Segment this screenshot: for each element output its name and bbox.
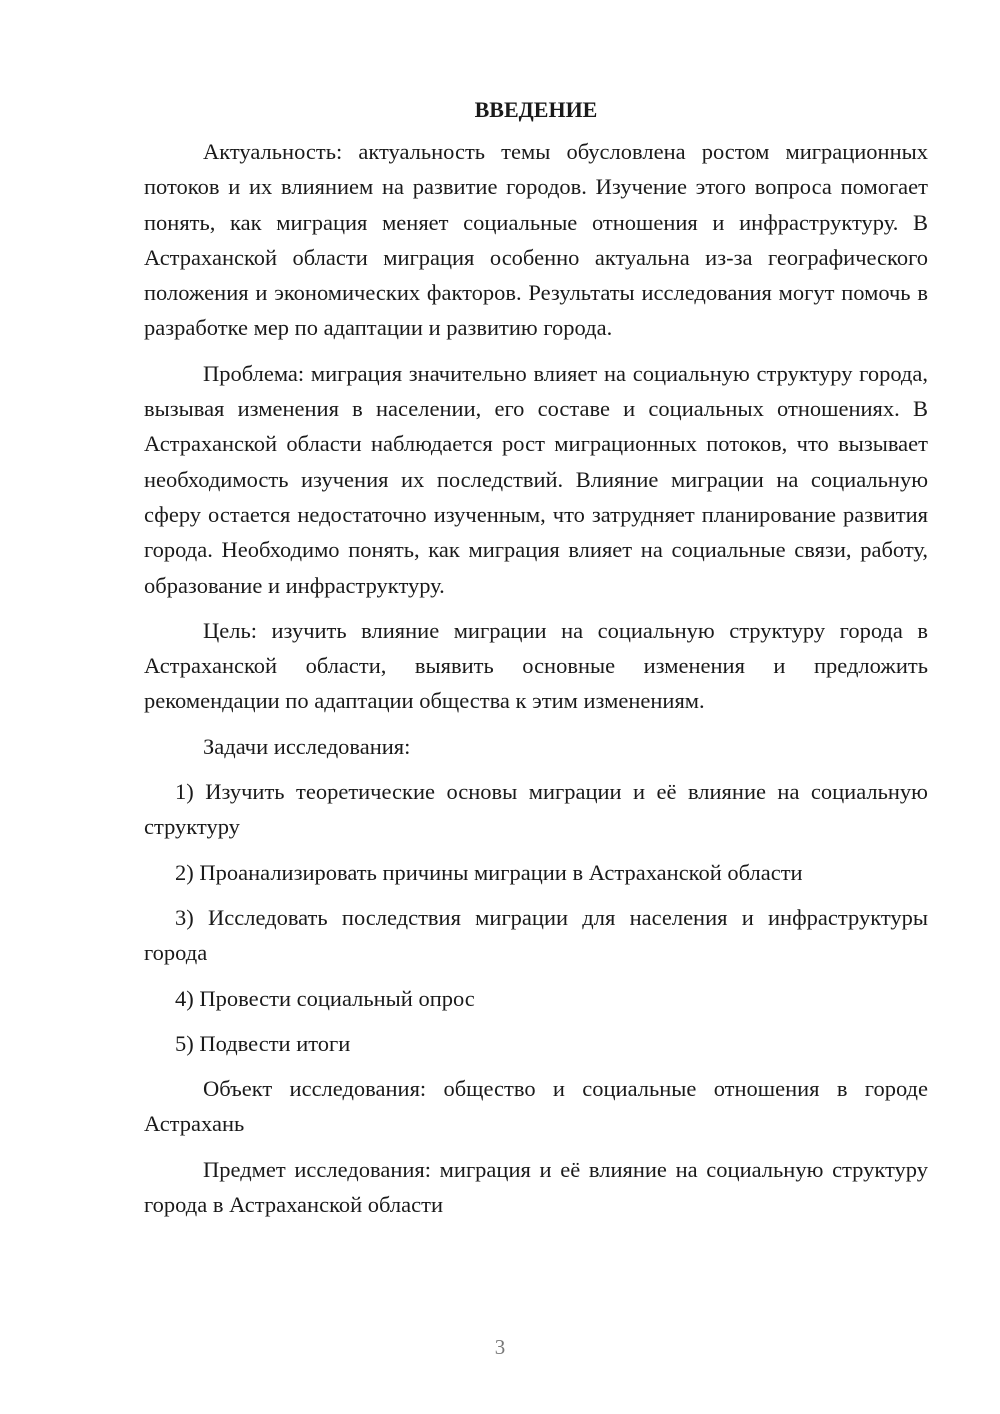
research-subject-paragraph: Предмет исследования: миграция и её влияние на социальную структуру города в Астраханской области <box>144 1156 928 1218</box>
page-content <box>144 96 928 1232</box>
task-item-3: 3) Исследовать последствия миграции для населения и инфраструктуры города <box>144 904 928 966</box>
relevance-paragraph: Актуальность: актуальность темы обусловлена ростом миграционных потоков и их влиянием на развитие городов. Изучение этого вопроса помогает понять, как миграция меняет социальные отношения и инфраструктуру. В Астраханской области миграция особенно актуальна из-за географического положения и экономических факторов. Результаты исследования могут помочь в разработке мер по адаптации и развитию города. <box>144 139 928 341</box>
section-heading: ВВЕДЕНИЕ <box>474 97 598 122</box>
task-item-5: 5) Подвести итоги <box>175 1030 351 1056</box>
task-item-1: 1) Изучить теоретические основы миграции и её влияние на социальную структуру <box>144 779 928 840</box>
research-object-paragraph: Объект исследования: общество и социальные отношения в городе Астрахань <box>144 1076 928 1137</box>
tasks-heading: Задачи исследования: <box>203 733 411 759</box>
problem-paragraph: Проблема: миграция значительно влияет на социальную структуру города, вызывая изменения в населении, его составе и социальных отношениях. В Астраханской области наблюдается рост миграционных потоков, что вызывает необходимость изучения их последствий. Влияние миграции на социальную сферу остается недостаточно изученным, что затрудняет планирование развития города. Необходимо понять, как миграция влияет на социальные связи, работу, образование и инфраструктуру. <box>144 360 928 598</box>
task-item-4: 4) Провести социальный опрос <box>175 985 475 1011</box>
goal-paragraph: Цель: изучить влияние миграции на социальную структуру города в Астраханской области, выявить основные изменения и предложить рекомендации по адаптации общества к этим изменениям. <box>144 617 928 714</box>
page-number: 3 <box>494 1335 506 1359</box>
task-item-2: 2) Проанализировать причины миграции в Астраханской области <box>175 859 803 885</box>
